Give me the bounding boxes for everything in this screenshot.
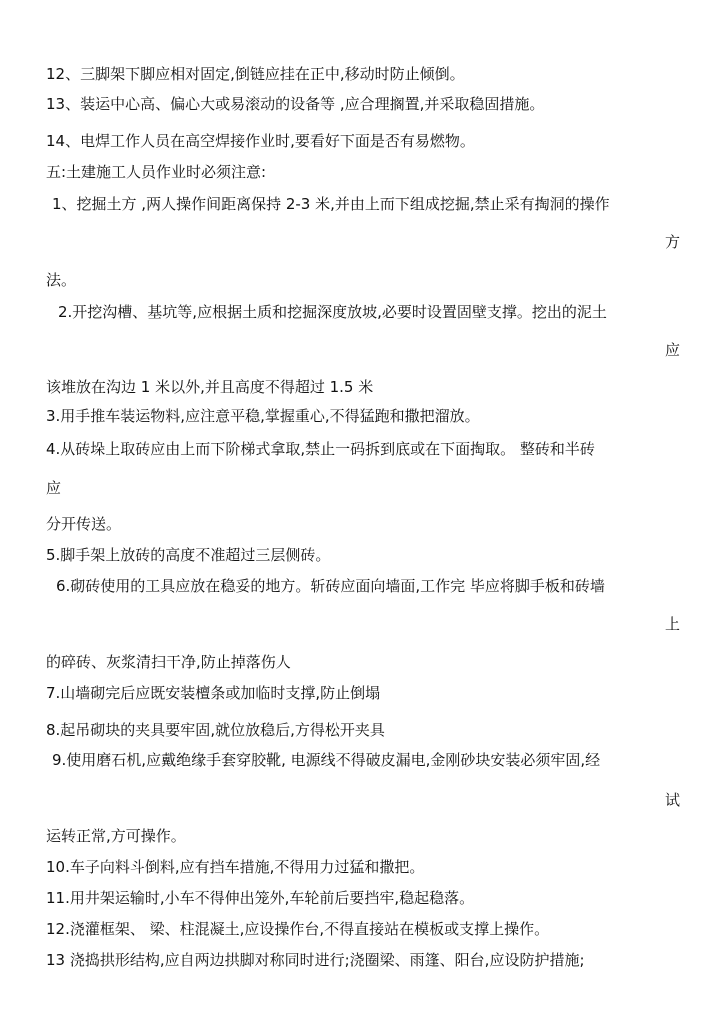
text-line-7: 法。 bbox=[46, 271, 77, 289]
text-line-9: 应 bbox=[664, 341, 680, 359]
text-line-19: 7.山墙砌完后应既安装檀条或加临时支撑,防止倒塌 bbox=[46, 684, 381, 702]
text-line-1: 12、三脚架下脚应相对固定,倒链应挂在正中,移动时防止倾倒。 bbox=[46, 65, 465, 83]
text-line-2: 13、装运中心高、偏心大或易滚动的设备等 ,应合理搁置,并采取稳固措施。 bbox=[46, 95, 545, 113]
text-line-21: 9.使用磨石机,应戴绝缘手套穿胶靴, 电源线不得破皮漏电,金刚砂块安装必须牢固,经 bbox=[52, 751, 601, 769]
text-line-26: 12.浇灌框架、 梁、柱混凝土,应设操作台,不得直接站在模板或支撑上操作。 bbox=[46, 920, 550, 938]
text-line-8: 2.开挖沟槽、基坑等,应根据土质和挖掘深度放坡,必要时设置固壁支撑。挖出的泥土 bbox=[58, 303, 607, 321]
text-line-13: 应 bbox=[46, 479, 62, 497]
text-line-14: 分开传送。 bbox=[46, 515, 122, 533]
text-line-6: 方 bbox=[664, 233, 680, 251]
text-line-5: 1、挖掘土方 ,两人操作间距离保持 2-3 米,并由上而下组成挖掘,禁止采有掏洞的操作 bbox=[52, 195, 610, 213]
text-line-11: 3.用手推车装运物料,应注意平稳,掌握重心,不得猛跑和撒把溜放。 bbox=[46, 407, 480, 425]
text-line-16: 6.砌砖使用的工具应放在稳妥的地方。斩砖应面向墙面,工作完 毕应将脚手板和砖墙 bbox=[56, 577, 605, 595]
section-heading: 五:土建施工人员作业时必须注意: bbox=[46, 163, 267, 181]
text-line-12: 4.从砖垛上取砖应由上而下阶梯式拿取,禁止一码拆到底或在下面掏取。 整砖和半砖 bbox=[46, 440, 595, 458]
text-line-17: 上 bbox=[664, 615, 680, 633]
text-line-15: 5.脚手架上放砖的高度不准超过三层侧砖。 bbox=[46, 546, 331, 564]
text-line-3: 14、电焊工作人员在高空焊接作业时,要看好下面是否有易燃物。 bbox=[46, 132, 475, 150]
text-line-25: 11.用井架运输时,小车不得伸出笼外,车轮前后要挡牢,稳起稳落。 bbox=[46, 889, 475, 907]
text-line-22: 试 bbox=[664, 791, 680, 809]
text-line-27: 13 浇捣拱形结构,应自两边拱脚对称同时进行;浇圈梁、雨篷、阳台,应设防护措施; bbox=[46, 951, 585, 969]
text-line-24: 10.车子向料斗倒料,应有挡车措施,不得用力过猛和撒把。 bbox=[46, 858, 425, 876]
text-line-18: 的碎砖、灰浆清扫干净,防止掉落伤人 bbox=[46, 653, 291, 671]
text-line-10: 该堆放在沟边 1 米以外,并且高度不得超过 1.5 米 bbox=[46, 378, 374, 396]
text-line-23: 运转正常,方可操作。 bbox=[46, 827, 186, 845]
text-line-20: 8.起吊砌块的夹具要牢固,就位放稳后,方得松开夹具 bbox=[46, 721, 385, 739]
